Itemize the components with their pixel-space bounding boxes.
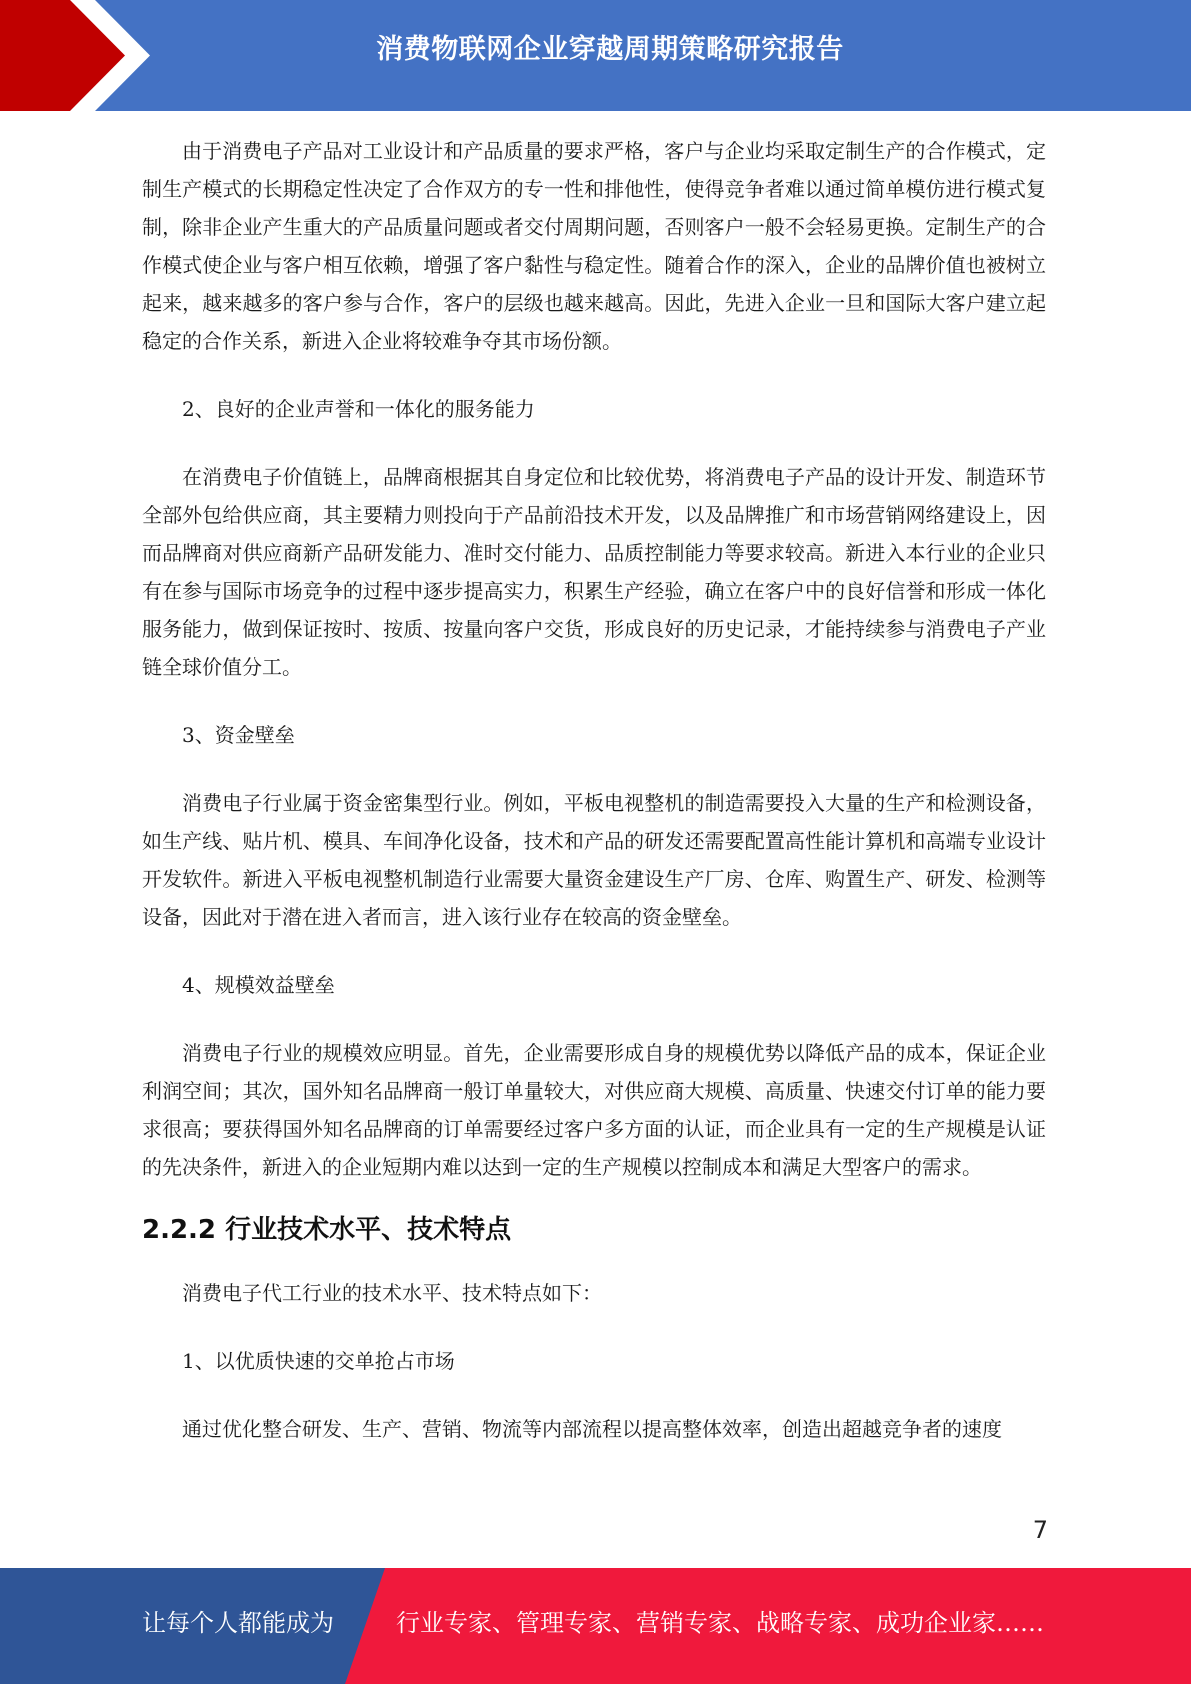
footer-slogan-left: 让每个人都能成为 — [142, 1609, 334, 1637]
subheading-fast-delivery: 1、以优质快速的交单抢占市场 — [182, 1349, 455, 1373]
paragraph-scale: 消费电子行业的规模效应明显。首先，企业需要形成自身的规模优势以降低产品的成本，保证企业利润空间；其次，国外知名品牌商一般订单量较大，对供应商大规模、高质量、快速交付订单的能力要求很高；要获得国外知名品牌商的订单需要经过客户多方面的认证，而企业具有一定的生产规模是认证的先决条件，新进入的企业短期内难以达到一定的生产规模以控制成本和满足大型客户的需求。 — [142, 1041, 1046, 1179]
paragraph-customization: 由于消费电子产品对工业设计和产品质量的要求严格，客户与企业均采取定制生产的合作模式，定制生产模式的长期稳定性决定了合作双方的专一性和排他性，使得竞争者难以通过简单模仿进行模式复制，除非企业产生重大的产品质量问题或者交付周期问题，否则客户一般不会轻易更换。定制生产的合作模式使企业与客户相互依赖，增强了客户黏性与稳定性。随着合作的深入，企业的品牌价值也被树立起来，越来越多的客户参与合作，客户的层级也越来越高。因此，先进入企业一旦和国际大客户建立起稳定的合作关系，新进入企业将较难争夺其市场份额。 — [142, 139, 1046, 353]
main-content — [142, 132, 1046, 1448]
subheading-scale: 4、规模效益壁垒 — [182, 973, 335, 997]
paragraph-tech-intro: 消费电子代工行业的技术水平、技术特点如下： — [182, 1281, 602, 1305]
header-banner — [0, 0, 1191, 111]
section-heading: 2.2.2 行业技术水平、技术特点 — [142, 1215, 512, 1245]
subheading-capital: 3、资金壁垒 — [182, 723, 295, 747]
subheading-reputation: 2、良好的企业声誉和一体化的服务能力 — [182, 397, 535, 421]
paragraph-reputation: 在消费电子价值链上，品牌商根据其自身定位和比较优势，将消费电子产品的设计开发、制造环节全部外包给供应商，其主要精力则投向于产品前沿技术开发，以及品牌推广和市场营销网络建设上，因而品牌商对供应商新产品研发能力、准时交付能力、品质控制能力等要求较高。新进入本行业的企业只有在参与国际市场竞争的过程中逐步提高实力，积累生产经验，确立在客户中的良好信誉和形成一体化服务能力，做到保证按时、按质、按量向客户交货，形成良好的历史记录，才能持续参与消费电子产业链全球价值分工。 — [142, 465, 1046, 679]
footer-banner — [0, 1568, 1191, 1684]
page-number: 7 — [1032, 1516, 1048, 1544]
footer-slogan-right: 行业专家、管理专家、营销专家、战略专家、成功企业家…… — [396, 1609, 1044, 1637]
paragraph-fast-delivery: 通过优化整合研发、生产、营销、物流等内部流程以提高整体效率，创造出超越竞争者的速度 — [182, 1417, 1002, 1441]
report-title: 消费物联网企业穿越周期策略研究报告 — [376, 34, 844, 65]
paragraph-capital: 消费电子行业属于资金密集型行业。例如，平板电视整机的制造需要投入大量的生产和检测设备，如生产线、贴片机、模具、车间净化设备，技术和产品的研发还需要配置高性能计算机和高端专业设计开发软件。新进入平板电视整机制造行业需要大量资金建设生产厂房、仓库、购置生产、研发、检测等设备，因此对于潜在进入者而言，进入该行业存在较高的资金壁垒。 — [142, 791, 1046, 929]
